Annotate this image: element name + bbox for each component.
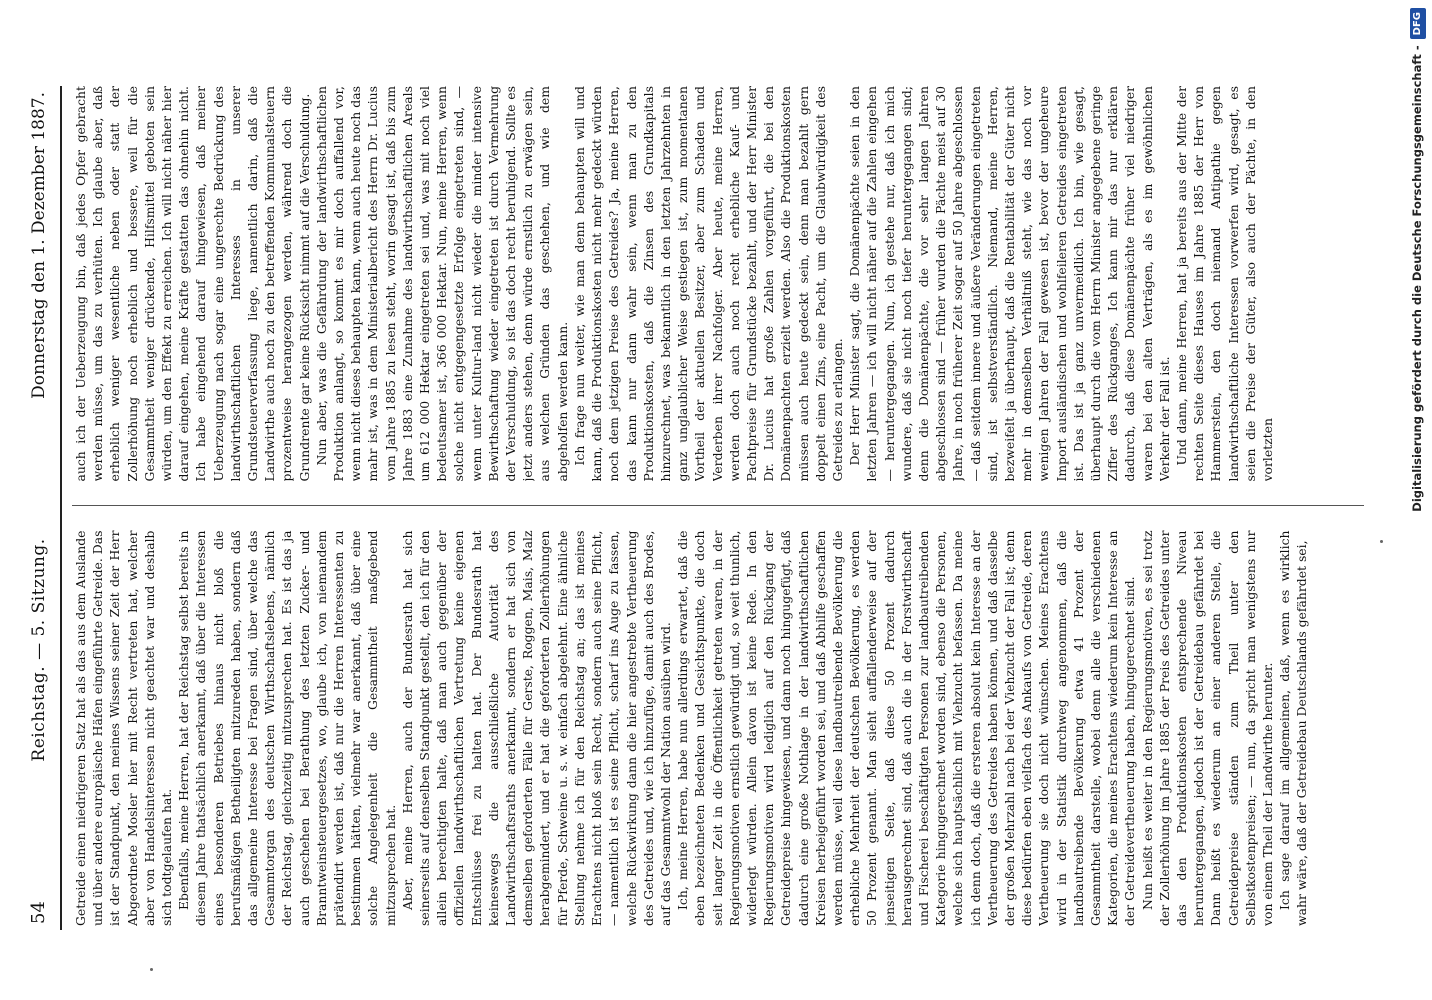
page-number: 54 [28,901,49,924]
left-paragraph: Nun heißt es weiter in den Regierungsmotiven, es sei trotz der Zollerhöhung im Jahre 1885 der Preis des Getreides unter das den Produktionskosten entsprechende Niveau heruntergegangen, jedoch ist der Getreidebau gefährdet bei Dann heißt es wiederum an einer anderen Stelle, die Getreidepreise ständen zum Theil unter den Selbstkostenpreisen; — nun, da spricht man wenigstens nur von einem Theil der Landwirthe herunter. [1139,530,1276,926]
header-rule [60,86,62,930]
digitization-credit [1404,8,1430,1000]
scan-speck [150,968,153,971]
credit-text-line [1404,8,1430,1000]
left-paragraph: Ebenfalls, meine Herren, hat der Reichstag selbst bereits in diesem Jahre thatsächlich anerkannt, daß über die Interessen eines besonderen Betriebes hinaus nicht bloß die berufsmäßigen Betheiligten mitzureden haben, sondern daß das allgemeine Interesse bei Fragen sind, über welche das Gesammtorgan des deutschen Wirthschaftslebens, nämlich der Reichstag, gleichzeitig mitzusprechen hat. Es ist das ja auch geschehen bei Berathung des letzten Zucker- und Branntweinsteuergesetzes, wo, glaube ich, von niemandem prätendirt werden ist, daß nur die Herren Interessenten zu bestimmen hätten, vielmehr war anerkannt, daß über eine solche Angelegenheit die Gesammtheit maßgebend mitzusprechen hat. [176,530,398,926]
left-paragraph: Aber, meine Herren, auch der Bundesrath hat sich seinerseits auf denselben Standpunkt gestellt, den ich für den allein berechtigten halte, daß man auch gegenüber der offiziellen landwirthschaftlichen Vertretung keine eigenen Entschlüsse frei zu halten hat. Der Bundesrath hat keineswegs die ausschließliche Autorität des Landwirthschaftsraths anerkannt, sondern er hat sich von demselben geforderten Fälle für Gerste, Roggen, Mais, Malz herabgemindert, und er hat die geforderten Zollerhöhungen für Pferde, Schweine u. s. w. einfach abgelehnt. Eine ähnliche Stellung nehme ich für den Reichstag an; das ist meines Erachtens nicht bloß sein Recht, sondern auch seine Pflicht, — namentlich ist es seine Pflicht, scharf ins Auge zu fassen, welche Rückwirkung dann die hier angestrebte Vertheuerung des Getreides und, wie ich hinzufüge, damit auch des Brodes, auf das Gesammtwohl der Nation ausüben wird. [399,530,673,926]
running-title: Reichstag. — 5. Sitzung. [29,538,49,762]
right-paragraph: Der Herr Minister sagt, die Domänenpächte seien in den letzten Jahren — ich will nicht näher auf die Zahlen eingehen — heruntergegangen. Nun, ich gestehe nur, daß ich mich wundere, daß sie nicht noch tiefer heruntergegangen sind; denn die Domänenpächte, die vor sehr langen Jahren abgeschlossen sind — früher wurden die Pächte meist auf 30 Jahre, in noch früherer Zeit sogar auf 50 Jahre abgeschlossen — daß seitdem innere und äußere Veränderungen eingetreten sind, ist selbstverständlich. Niemand, meine Herren, bezweifelt ja überhaupt, daß die Rentabilität der Güter nicht mehr in demselben Verhältniß steht, wie das noch vor wenigen Jahren der Fall gewesen ist, bevor der ungeheure Import ausländischen und wohlfeileren Getreides eingetreten ist. Das ist ja ganz unvermeidlich. Ich bin, wie gesagt, überhaupt durch die vom Herrn Minister angegebene geringe Ziffer des Rückganges, Ich kann mir das nur erklären dadurch, daß diese Domänenpächte früher viel niedriger waren bei den alten Verträgen, als es im gewöhnlichen Verkehr der Fall ist. [847,86,1172,482]
text-columns [72,86,1364,926]
page-header [28,92,54,924]
scan-speck [1380,540,1383,543]
right-paragraph: Ich frage nun weiter, wie man denn behaupten will und kann, daß die Produktionskosten nicht mehr gedeckt würden noch dem jetzigen Preise des Getreides? Ja, meine Herren, das kann nur dann wahr sein, wenn man zu den Produktionskosten, daß die Zinsen des Grundkapitals hinzurechnet, was bekanntlich in den letzten Jahrzehnten in ganz unglaublicher Weise gestiegen ist, zum momentanen Vortheil der aktuellen Besitzer, aber zum Schaden und Verderben ihrer Nachfolger. Aber heute, meine Herren, werden doch auch noch recht erhebliche Kauf- und Pachtpreise für Grundstücke bezahlt, und der Herr Minister Dr. Lucius hat große Zahlen vorgeführt, die bei den Domänenpachten erzielt werden. Also die Produktionskosten müssen auch heute gedeckt sein, denn man bezahlt gern doppelt einen Zins, eine Pacht, um die Glaubwürdigkeit des Getreides zu erlangen. [571,86,845,482]
left-paragraph: Getreide einen niedrigeren Satz hat als das aus dem Auslande und über andere europäische Häfen eingeführte Getreide. Das ist der Standpunkt, den meines Wissens seiner Zeit der Herr Abgeordnete Mosler hier mit Recht vertreten hat, welcher aber von Handelsinteressen nicht geachtet war und deshalb sich todtgelaufen hat. [73,530,175,926]
left-paragraph: Ich, meine Herren, habe nun allerdings erwartet, daß die eben bezeichneten Bedenken und Gesichtspunkte, die doch seit langer Zeit in die Öffentlichkeit getreten waren, in der Regierungsmotiven ernstlich gewürdigt und, so weit thunlich, widerlegt würden. Allein davon ist keine Rede. In den Regierungsmotiven wird lediglich auf den Rückgang der Getreidepreise hingewiesen, und dann noch hingugefügt, daß dadurch eine große Nothlage in der landwirthschaftlichen Kreisen herbeigeführt worden sei, und daß Abhilfe geschaffen werden müsse, weil diese landbautreibende Bevölkerung die erhebliche Mehrheit der deutschen Bevölkerung, es werden 50 Prozent genannt. Man sieht auffallenderweise auf der jenseitigen Seite, daß diese 50 Prozent dadurch herausgerechnet sind, daß auch die in der Forstwirthschaft und Fischerei beschäftigten Personen zur landbautreibenden Kategorie hingugerechnet worden sind, ebenso die Personen, welche sich hauptsächlich mit Viehzucht befassen. Da meine ich denn doch, daß die ersteren absolut kein Interesse an der Vertheuerung des Getreides haben können, und daß dasselbe der großen Mehrzahl nach bei der Viehzucht der Fall ist; denn diese bedürfen eben vielfach des Ankaufs von Getreide, deren Vertheuerung sie doch nicht wünschen. Meines Erachtens wird in der Statistik durchweg angenommen, daß die landbautreibende Bevölkerung etwa 41 Prozent der Gesammtheit darstelle, wobei denn alle die verschiedenen Kategorien, die meines Erachtens wiederum kein Interesse an der Getreidevertheuerung haben, hingugerechnet sind. [675,530,1138,926]
right-paragraph: auch ich der Ueberzeugung bin, daß jedes Opfer gebracht werden müsse, um das zu verhüten. Ich glaube aber, daß erheblich weniger wesentliche neben oder statt der Zollerhöhung noch erheblich und bessere, weil für die Gesammtheit weniger drückende, Hilfsmittel geboten sein würden, um den Effekt zu erreichen. Ich will nicht näher hier darauf eingehen, meine Kräfte gestatten das ohnehin nicht. Ich habe eingehend darauf hingewiesen, daß meiner Ueberzeugung nach sogar eine ungerechte Bedrückung des landwirthschaftlichen Interesses in unserer Grundsteuerverfassung liege, namentlich darin, daß die Landwirthe auch noch zu den betreffenden Kommunalsteuern prozentweise herangezogen werden, während doch die Grundrente gar keine Rücksicht nimmt auf die Verschuldung. [73,86,312,482]
dfg-logo: DFG [1410,8,1426,39]
right-paragraph: Nun aber, was die Gefährdung der landwirthschaftlichen Produktion anlangt, so kommt es mir doch auffallend vor, wenn nicht dieses behaupten kann, wenn auch heute noch das mahr ist, was in dem Ministerialbericht des Herrn Dr. Lucius vom Jahre 1885 zu lesen steht, worin gesagt ist, daß bis zum Jahre 1883 eine Zunahme des landwirthschaftlichen Areals um 612 000 Hektar eingetreten sei und, was mit noch viel bedeutsamer ist, 366 000 Hektar. Nun, meine Herren, wenn solche nicht entgegengesetzte Erfolge eingetreten sind, — wenn unter Kultur-land nicht wieder die minder intensive Bewirthschaftung wieder eingetreten ist durch Vermehrung der Verschuldung, so ist das doch recht beruhigend. Sollte es jetzt anders stehen, denn würde ernstlich zu erwägen sein, aus welchen Gründen das geschehen, und wie dem abgeholfen werden kann. [313,86,570,482]
column-divider [72,506,1364,507]
right-column [72,86,1364,482]
credit-text: Digitalisierung gefördert durch die Deutsche Forschungsgemeinschaft - [1410,45,1424,512]
right-paragraph: Und dann, meine Herren, hat ja bereits aus der Mitte der rechten Seite dieses Hauses im Jahre 1885 der Herr von Hammerstein, den doch niemand Antipathie gegen landwirthschaftliche Interessen vorwerfen wird, gesagt, es seien die Preise der Güter, also auch der Pächte, in den vorletzten [1174,86,1276,482]
left-paragraph: Ich sage darauf im allgemeinen, daß, wenn es wirklich wahr wäre, daß der Getreidebau Deutschlands gefährdet sei, [1277,530,1310,926]
left-column [72,531,1364,927]
session-date: Donnerstag den 1. Dezember 1887. [29,92,49,399]
